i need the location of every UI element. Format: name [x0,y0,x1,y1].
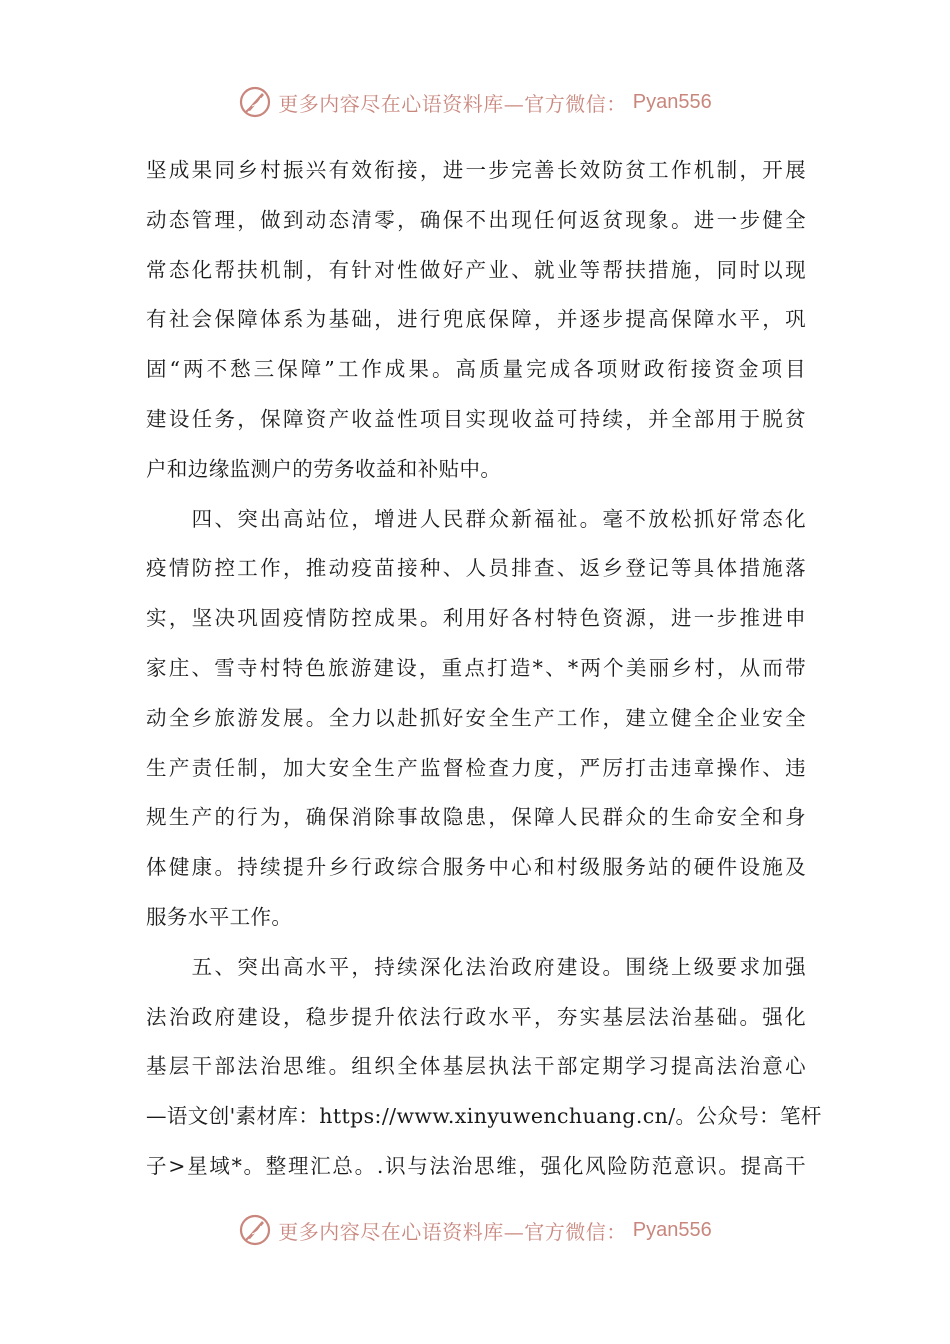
watermark-account: Pyan556 [632,90,712,113]
footer-watermark [0,1210,950,1250]
body-line: 疫情防控工作，推动疫苗接种、人员排查、返乡登记等具体措施落 [146,556,806,581]
body-line: 五、突出高水平，持续深化法治政府建设。围绕上级要求加强 [146,954,806,979]
body-line: 实，坚决巩固疫情防控成果。利用好各村特色资源，进一步推进申 [146,606,806,631]
body-line: 建设任务，保障资产收益性项目实现收益可持续，并全部用于脱贫 [146,406,806,431]
body-line: 体健康。持续提升乡行政综合服务中心和村级服务站的硬件设施及 [146,855,806,880]
body-line: 法治政府建设，稳步提升依法行政水平，夯实基层法治基础。强化 [146,1004,806,1029]
quill-logo-icon [238,1213,272,1247]
body-line: 动态管理，做到动态清零，确保不出现任何返贫现象。进一步健全 [146,207,806,232]
body-line: 规生产的行为，确保消除事故隐患，保障人民群众的生命安全和身 [146,805,806,830]
body-line: 四、突出高站位，增进人民群众新福祉。毫不放松抓好常态化 [146,506,806,531]
watermark-text: 更多内容尽在心语资料库—官方微信： [278,1219,627,1244]
watermark-account: Pyan556 [632,1218,712,1241]
body-line: 户和边缘监测户的劳务收益和补贴中。 [146,456,502,481]
body-line: 动全乡旅游发展。全力以赴抓好安全生产工作，建立健全企业安全 [146,705,806,730]
body-line: 有社会保障体系为基础，进行兜底保障，并逐步提高保障水平，巩 [146,307,806,332]
body-line: —语文创'素材库：https://www.xinyuwenchuang.cn/。公众号：笔杆 [146,1104,822,1129]
body-line: 子>星域*。整理汇总。.识与法治思维，强化风险防范意识。提高干 [146,1153,806,1178]
body-line: 坚成果同乡村振兴有效衔接，进一步完善长效防贫工作机制，开展 [146,158,806,182]
watermark-text: 更多内容尽在心语资料库—官方微信： [278,91,627,116]
quill-logo-icon [238,85,272,119]
body-line: 常态化帮扶机制，有针对性做好产业、就业等帮扶措施，同时以现 [146,257,806,282]
header-watermark [0,82,950,122]
body-line: 服务水平工作。 [146,904,293,929]
body-line: 基层干部法治思维。组织全体基层执法干部定期学习提高法治意心 [146,1054,806,1079]
body-line: 固“两不愁三保障”工作成果。高质量完成各项财政衔接资金项目 [146,357,806,382]
body-line: 生产责任制，加大安全生产监督检查力度，严厉打击违章操作、违 [146,755,806,780]
document-body [146,146,822,1192]
body-line: 家庄、雪寺村特色旅游建设，重点打造*、*两个美丽乡村，从而带 [146,655,806,680]
